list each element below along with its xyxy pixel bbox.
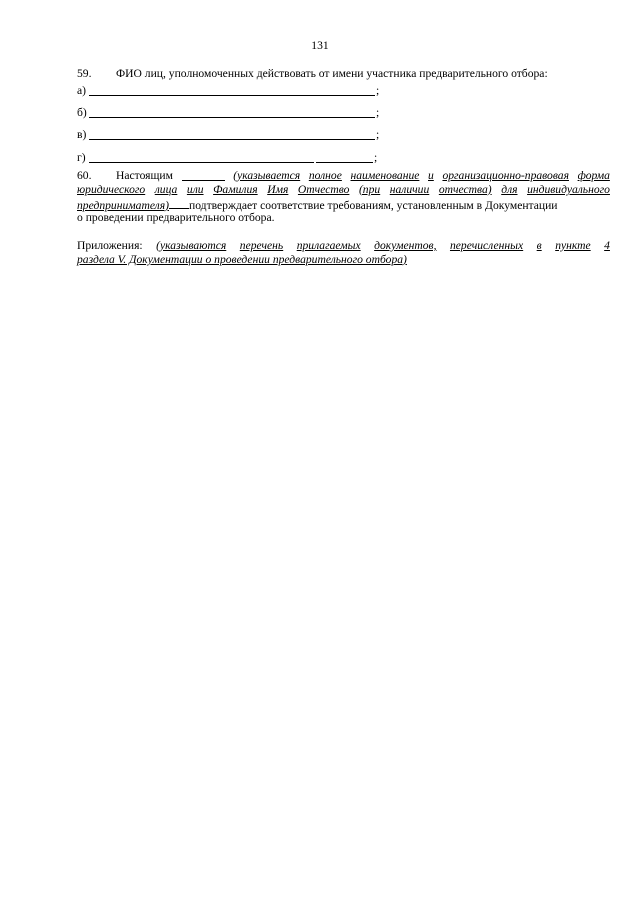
hint-word: перечень — [239, 238, 284, 252]
item-60-line-4: о проведении предварительного отбора. — [77, 210, 275, 224]
row-letter: в) — [77, 128, 87, 142]
row-end: ; — [376, 106, 380, 120]
item-60-tail: подтверждает соответствие требованиям, установленным в Документации — [189, 198, 558, 212]
blank-row-c[interactable] — [77, 128, 610, 142]
page-number: 131 — [311, 39, 329, 52]
hint-word: Имя — [267, 182, 289, 196]
item-59-text: ФИО лиц, уполномоченных действовать от имени участника предварительного отбора: — [116, 67, 548, 80]
hint-word: перечисленных — [449, 238, 524, 252]
item-60-number: 60. — [77, 168, 92, 182]
hint-word: и — [428, 168, 434, 182]
document-body — [77, 67, 610, 267]
hint-word: 4 — [604, 238, 610, 252]
attachments-line-2 — [77, 253, 610, 267]
attachments-line-1 — [77, 239, 610, 253]
fill-in-line[interactable] — [89, 84, 375, 96]
row-letter: а) — [77, 84, 87, 97]
hint-word: отчества) — [438, 182, 492, 196]
hint-word: Фамилия — [213, 182, 258, 196]
attachments-label: Приложения: — [77, 238, 143, 252]
hint-word: полное — [308, 168, 342, 182]
hint-word: или — [186, 182, 204, 196]
hint-word: юридического — [77, 182, 146, 196]
hint-word: в — [536, 238, 542, 252]
fill-in-line[interactable] — [89, 128, 375, 140]
hint-word: Отчество — [297, 182, 350, 196]
hint-word: (указываются — [156, 238, 227, 252]
item-60-line-2 — [77, 183, 610, 197]
hint-word: форма — [577, 168, 610, 182]
hint-text: предпринимателя) — [77, 198, 169, 212]
fill-in-line[interactable] — [169, 197, 189, 209]
row-end: ; — [376, 128, 380, 142]
hint-word: лица — [154, 182, 178, 196]
item-60-lead: 60. Настоящим — [77, 168, 173, 182]
hint-word: для — [501, 182, 518, 196]
fill-in-line[interactable] — [89, 106, 375, 118]
fill-in-line-end[interactable] — [316, 151, 373, 163]
fill-in-line[interactable] — [89, 151, 314, 163]
row-letter: б) — [77, 106, 87, 120]
row-end: ; — [374, 150, 378, 164]
hint-word: организационно-правовая — [442, 168, 569, 182]
hint-word: наименование — [350, 168, 420, 182]
blank-row-d[interactable] — [77, 151, 610, 165]
hint-word: наличии — [389, 182, 430, 196]
attachments-paragraph — [77, 239, 610, 267]
blank-row-b[interactable] — [77, 106, 610, 120]
row-end: ; — [376, 84, 380, 97]
item-59-heading — [77, 67, 610, 81]
hint-word: (при — [358, 182, 381, 196]
row-letter: г) — [77, 150, 86, 164]
hint-word: (указывается — [233, 168, 301, 182]
item-60-line-3 — [77, 197, 610, 211]
item-59-number: 59. — [77, 67, 92, 80]
hint-word: пункте — [555, 238, 591, 252]
hint-word: документов, — [374, 238, 437, 252]
hint-word: прилагаемых — [296, 238, 361, 252]
fill-in-line[interactable] — [182, 169, 225, 181]
hint-word: индивидуального — [527, 182, 610, 196]
item-60-line-1 — [77, 169, 610, 183]
blank-row-a[interactable] — [77, 84, 610, 98]
item-60-paragraph — [77, 169, 610, 225]
hint-text: раздела V. Документации о проведении предварительного отбора) — [77, 252, 407, 266]
